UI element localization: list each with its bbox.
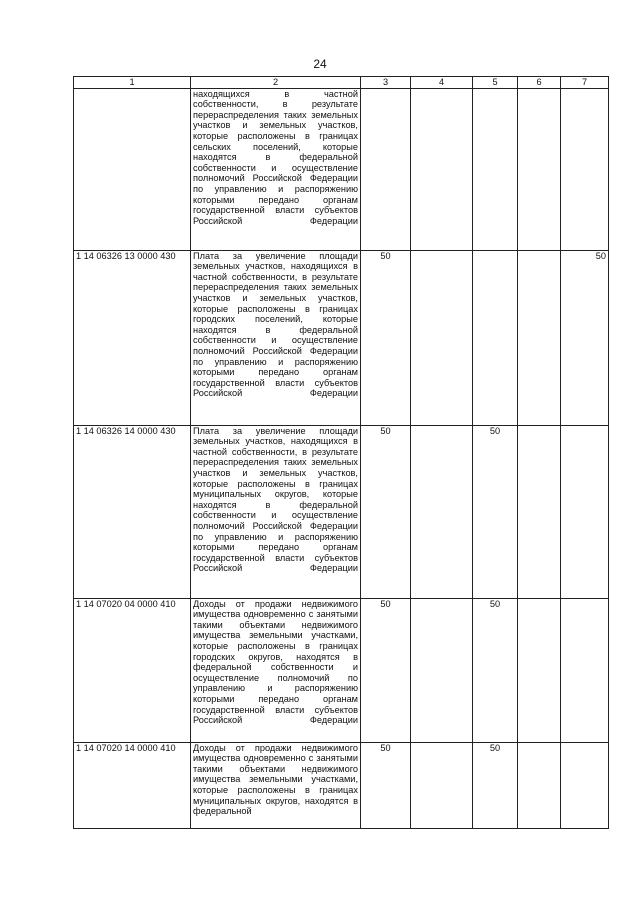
header-col-2: 2 xyxy=(191,77,361,89)
value-col-5: 50 xyxy=(473,425,518,598)
header-col-1: 1 xyxy=(74,77,191,89)
header-col-3: 3 xyxy=(361,77,411,89)
value-col-7 xyxy=(561,88,609,250)
header-col-5: 5 xyxy=(473,77,518,89)
header-col-4: 4 xyxy=(411,77,473,89)
value-col-7 xyxy=(561,425,609,598)
revenue-description: Плата за увеличение площади земельных участков, находящихся в частной собственности, в результате перераспределения таких земельных участков и земельных участков, которые расположены в границах муниципальных округов, которые находятся в федеральной собственности и осуществление полномочий Российской Федерации по управлению и распоряжению которыми передано органам государственной власти субъектов Российской Федерации xyxy=(191,425,361,598)
table-header-row xyxy=(74,77,609,89)
value-col-4 xyxy=(411,598,473,742)
value-col-4 xyxy=(411,425,473,598)
value-col-5 xyxy=(473,250,518,425)
page-number: 24 xyxy=(313,57,327,71)
value-col-4 xyxy=(411,250,473,425)
value-col-7 xyxy=(561,742,609,828)
value-col-6 xyxy=(518,425,561,598)
revenue-code: 1 14 06326 14 0000 430 xyxy=(74,425,191,598)
value-col-3: 50 xyxy=(361,742,411,828)
revenue-description: Доходы от продажи недвижимого имущества одновременно с занятыми такими объектами недвижимого имущества земельными участками, которые расположены в границах муниципальных округов, находятся в федеральной xyxy=(191,742,361,828)
revenue-description: находящихся в частной собственности, в результате перераспределения таких земельных участков и земельных участков, которые расположены в границах сельских поселений, которые находятся в федеральной собственности и осуществление полномочий Российской Федерации по управлению и распоряжению которыми передано органам государственной власти субъектов Российской Федерации xyxy=(191,88,361,250)
value-col-6 xyxy=(518,250,561,425)
revenue-table xyxy=(73,76,609,829)
value-col-3: 50 xyxy=(361,250,411,425)
revenue-code: 1 14 07020 14 0000 410 xyxy=(74,742,191,828)
value-col-4 xyxy=(411,88,473,250)
revenue-code xyxy=(74,88,191,250)
revenue-description: Плата за увеличение площади земельных участков, находящихся в частной собственности, в результате перераспределения таких земельных участков и земельных участков, которые расположены в границах городских поселений, которые находятся в федеральной собственности и осуществление полномочий Российской Федерации по управлению и распоряжению которыми передано органам государственной власти субъектов Российской Федерации xyxy=(191,250,361,425)
revenue-code: 1 14 06326 13 0000 430 xyxy=(74,250,191,425)
value-col-5: 50 xyxy=(473,742,518,828)
table-row xyxy=(74,88,609,250)
value-col-5: 50 xyxy=(473,598,518,742)
table-row xyxy=(74,250,609,425)
value-col-3: 50 xyxy=(361,598,411,742)
table-row xyxy=(74,598,609,742)
value-col-3 xyxy=(361,88,411,250)
table-row xyxy=(74,742,609,828)
table-row xyxy=(74,425,609,598)
value-col-7 xyxy=(561,598,609,742)
value-col-5 xyxy=(473,88,518,250)
revenue-code: 1 14 07020 04 0000 410 xyxy=(74,598,191,742)
value-col-6 xyxy=(518,88,561,250)
value-col-7: 50 xyxy=(561,250,609,425)
header-col-7: 7 xyxy=(561,77,609,89)
revenue-description: Доходы от продажи недвижимого имущества одновременно с занятыми такими объектами недвижимого имущества земельными участками, которые расположены в границах городских округов, находятся в федеральной собственности и осуществление полномочий по управлению и распоряжению которыми передано органам государственной власти субъектов Российской Федерации xyxy=(191,598,361,742)
value-col-3: 50 xyxy=(361,425,411,598)
header-col-6: 6 xyxy=(518,77,561,89)
value-col-6 xyxy=(518,742,561,828)
value-col-4 xyxy=(411,742,473,828)
value-col-6 xyxy=(518,598,561,742)
